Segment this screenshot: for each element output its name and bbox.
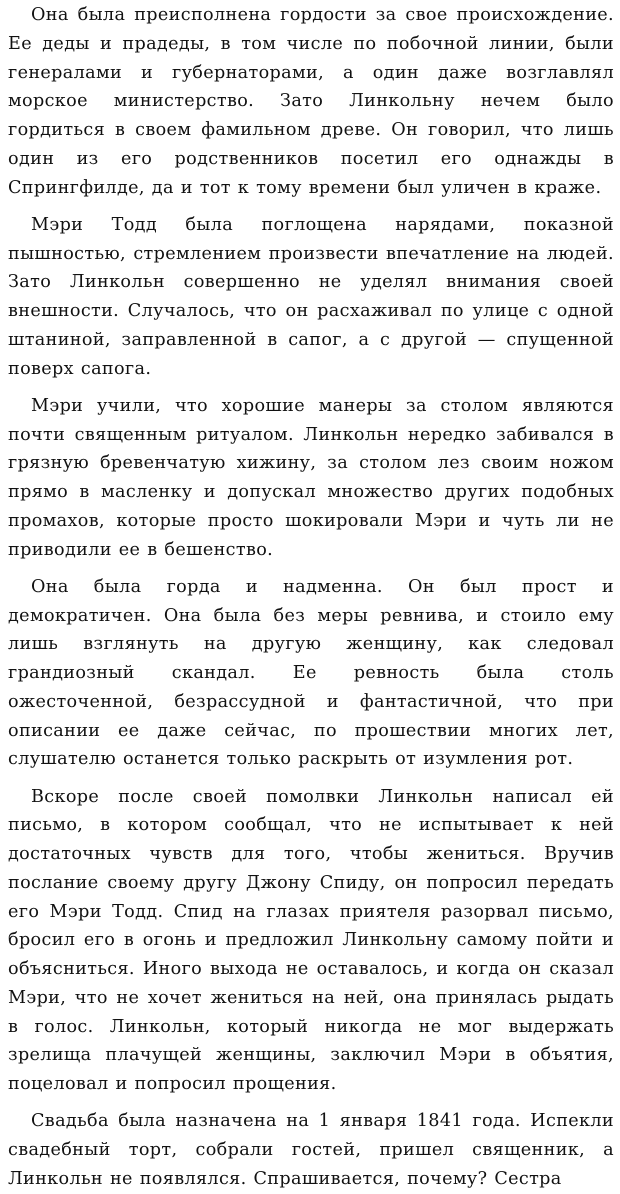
paragraph-1: Она была преисполнена гордости за свое происхождение. Ее деды и прадеды, в том числе по побочной линии, были генералами и губернаторами, а один даже возглавлял морское министерство. Зато Линкольну нечем было гордиться в своем фамильном древе. Он говорил, что лишь один из его родственников посетил его однажды в Спрингфилде, да и тот к тому времени был уличен в краже. — [8, 5, 614, 198]
paragraph-5: Вскоре после своей помолвки Линкольн написал ей письмо, в котором сообщал, что не испытывает к ней достаточных чувств для того, чтобы жениться. Вручив послание своему другу Джону Спиду, он попросил передать его Мэри Тодд. Спид на глазах приятеля разорвал письмо, бросил его в огонь и предложил Линкольну самому пойти и объясниться. Иного выхода не оставалось, и когда он сказал Мэри, что не хочет жениться на ней, она принялась рыдать в голос. Линкольн, который никогда не мог выдержать зрелища плачущей женщины, заключил Мэри в объятия, поцеловал и попросил прощения. — [8, 786, 614, 1094]
paragraph-6: Свадьба была назначена на 1 января 1841 года. Испекли свадебный торт, собрали гостей, пришел священник, а Линкольн не появлялся. Спрашивается, почему? Сестра — [8, 1111, 614, 1189]
paragraph-2: Мэри Тодд была поглощена нарядами, показной пышностью, стремлением произвести впечатление на людей. Зато Линкольн совершенно не уделял внимания своей внешности. Случалось, что он расхаживал по улице с одной штаниной, заправленной в сапог, а с другой — спущенной поверх сапога. — [8, 214, 614, 379]
paragraph-3: Мэри учили, что хорошие манеры за столом являются почти священным ритуалом. Линкольн нередко забивался в грязную бревенчатую хижину, за столом лез своим ножом прямо в масленку и допускал множество других подобных промахов, которые просто шокировали Мэри и чуть ли не приводили ее в бешенство. — [8, 395, 614, 560]
paragraph-4: Она была горда и надменна. Он был прост и демократичен. Она была без меры ревнива, и стоило ему лишь взглянуть на другую женщину, как следовал грандиозный скандал. Ее ревность была столь ожесточенной, безрассудной и фантастичной, что при описании ее даже сейчас, по прошествии многих лет, слушателю останется только раскрыть от изумления рот. — [8, 576, 614, 770]
